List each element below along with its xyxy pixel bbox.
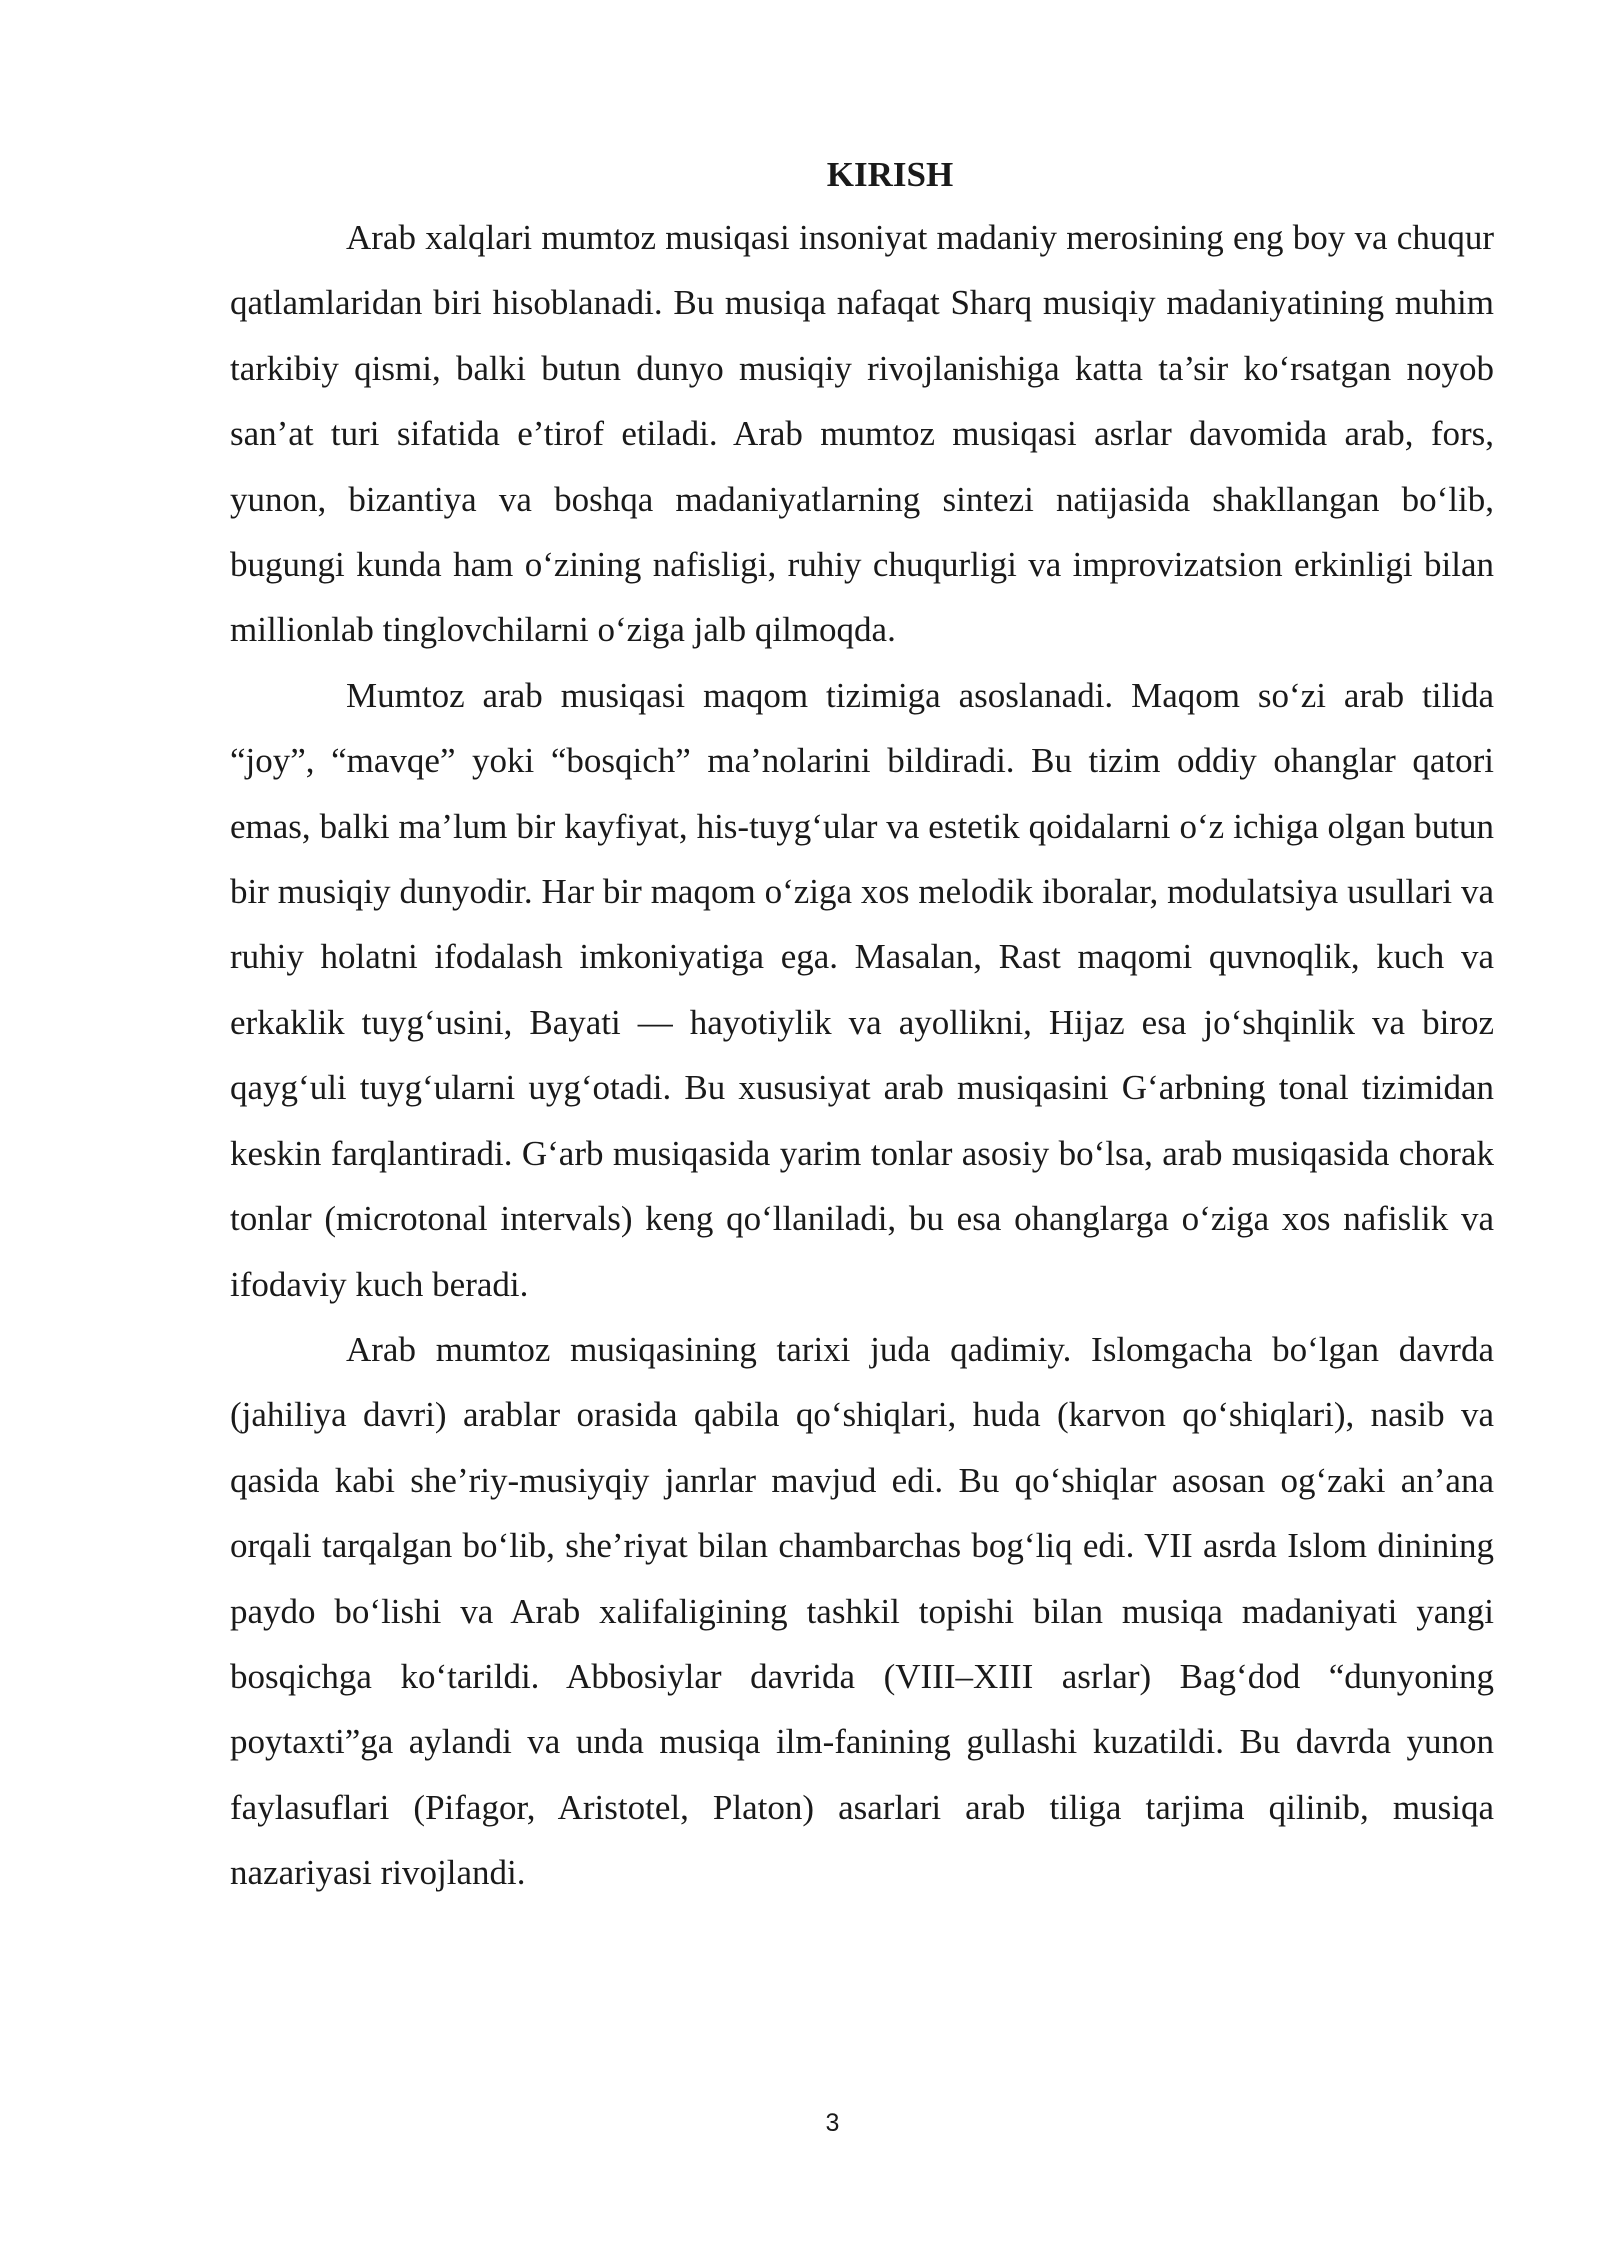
paragraph-3: Arab mumtoz musiqasining tarixi juda qadimiy. Islomgacha bo‘lgan davrda (jahiliya davri) arablar orasida qabila qo‘shiqlari, huda (karvon qo‘shiqlari), nasib va qasida kabi she’riy-musiyqiy janrlar mavjud edi. Bu qo‘shiqlar asosan og‘zaki an’ana orqali tarqalgan bo‘lib, she’riyat bilan chambarchas bog‘liq edi. VII asrda Islom dinining paydo bo‘lishi va Arab xalifaligining tashkil topishi bilan musiqa madaniyati yangi bosqichga ko‘tarildi. Abbosiylar davrida (VIII–XIII asrlar) Bag‘dod “dunyoning poytaxti”ga aylandi va unda musiqa ilm-fanining gullashi kuzatildi. Bu davrda yunon faylasuflari (Pifagor, Aristotel, Platon) asarlari arab tiliga tarjima qilinib, musiqa nazariyasi rivojlandi. (230, 1329, 1494, 1893)
section-title: KIRISH (826, 155, 954, 194)
page-number: 3 (825, 2109, 840, 2137)
page-body (230, 150, 1494, 1906)
paragraph-1: Arab xalqlari mumtoz musiqasi insoniyat madaniy merosining eng boy va chuqur qatlamlaridan biri hisoblanadi. Bu musiqa nafaqat Sharq musiqiy madaniyatining muhim tarkibiy qismi, balki butun dunyo musiqiy rivojlanishiga katta ta’sir ko‘rsatgan noyob san’at turi sifatida e’tirof etiladi. Arab mumtoz musiqasi asrlar davomida arab, fors, yunon, bizantiya va boshqa madaniyatlarning sintezi natijasida shakllangan bo‘lib, bugungi kunda ham o‘zining nafisligi, ruhiy chuqurligi va improvizatsion erkinligi bilan millionlab tinglovchilarni o‘ziga jalb qilmoqda. (230, 218, 1494, 650)
paragraph-2: Mumtoz arab musiqasi maqom tizimiga asoslanadi. Maqom so‘zi arab tilida “joy”, “mavqe” yoki “bosqich” ma’nolarini bildiradi. Bu tizim oddiy ohanglar qatori emas, balki ma’lum bir kayfiyat, his-tuyg‘ular va estetik qoidalarni o‘z ichiga olgan butun bir musiqiy dunyodir. Har bir maqom o‘ziga xos melodik iboralar, modulatsiya usullari va ruhiy holatni ifodalash imkoniyatiga ega. Masalan, Rast maqomi quvnoqlik, kuch va erkaklik tuyg‘usini, Bayati — hayotiylik va ayollikni, Hijaz esa jo‘shqinlik va biroz qayg‘uli tuyg‘ularni uyg‘otadi. Bu xususiyat arab musiqasini G‘arbning tonal tizimidan keskin farqlantiradi. G‘arb musiqasida yarim tonlar asosiy bo‘lsa, arab musiqasida chorak tonlar (microtonal intervals) keng qo‘llaniladi, bu esa ohanglarga o‘ziga xos nafislik va ifodaviy kuch beradi. (230, 675, 1494, 1304)
